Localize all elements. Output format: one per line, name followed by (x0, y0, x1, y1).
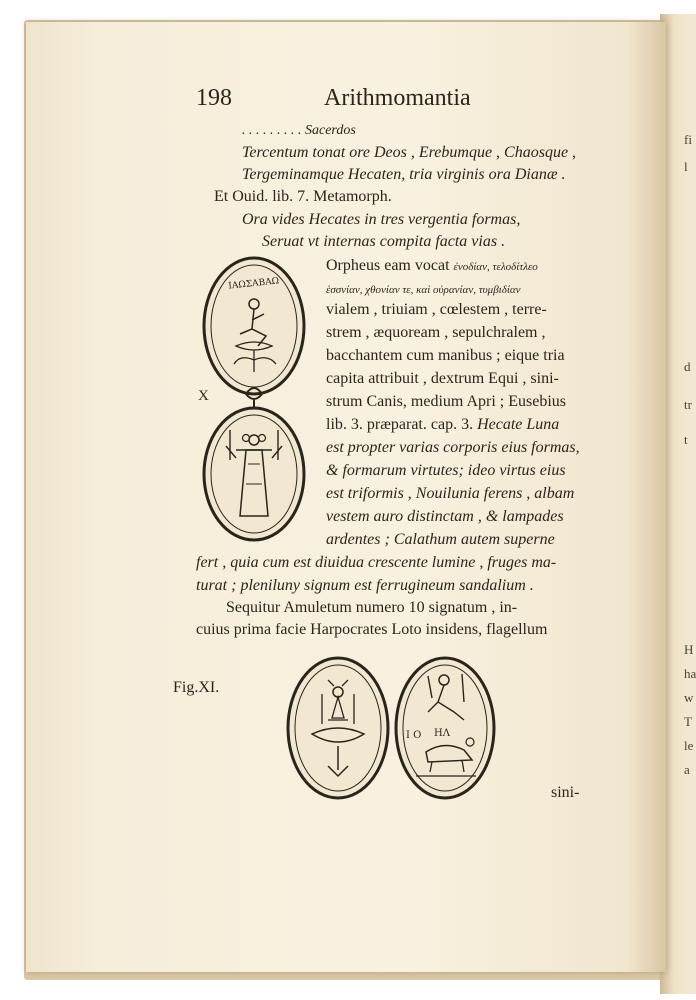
verse-line: Seruat vt internas compita facta vias . (262, 233, 506, 250)
body-line (326, 415, 559, 435)
body-line: strum Canis, medium Apri ; Eusebius (326, 393, 566, 410)
body-line: vestem auro distinctam , & lampades (326, 508, 564, 525)
gem-letters-left: I O (406, 730, 422, 741)
figure-label: Fig.XI. (173, 679, 220, 696)
fragment: ha (684, 666, 696, 681)
greek-text: ἑσσνίαν, χθονίαν τε, καὶ οὐρανίαν, τυμβιδίαν (326, 284, 521, 296)
body-line: fert , quia cum est diuidua crescente lumine , fruges ma- (196, 554, 557, 571)
body-line: strem , æquoream , sepulchralem , (326, 324, 546, 341)
verse-line: . . . . . . . . . Sacerdos (242, 123, 356, 138)
running-title: Arithmomantia (324, 85, 471, 111)
fragment: fi (684, 132, 692, 147)
body-line-roman: lib. 3. præparat. cap. 3. (326, 416, 474, 433)
body-line: turat ; pleniluny signum est ferrugineum sandalium . (196, 577, 534, 594)
gem-mark: X (198, 388, 209, 404)
body-line: ardentes ; Calathum autem superne (326, 531, 555, 548)
hecate-amulet-figure (196, 254, 312, 546)
body-line: vialem , triuiam , cœlestem , terre- (326, 301, 547, 318)
body-line-roman: Orpheus eam vocat (326, 257, 450, 274)
fragment: d (684, 359, 691, 374)
fragment: w (684, 690, 694, 705)
fragment: t (684, 432, 688, 447)
body-line (326, 256, 538, 277)
body-line: bacchantem cum manibus ; eique tria (326, 347, 565, 364)
catchword: sini- (551, 784, 580, 801)
gem-inscription: ΙΑΩΣΑΒΑΩ (227, 276, 280, 292)
fragment: le (684, 738, 694, 753)
body-line: cuius prima facie Harpocrates Loto insidens, flagellum (196, 621, 548, 638)
body-line-italic: Hecate Luna (477, 416, 560, 433)
citation: Et Ouid. lib. 7. Metamorph. (214, 188, 392, 205)
fragment: a (684, 762, 690, 777)
page-number: 198 (196, 85, 232, 111)
fragment: T (684, 714, 692, 729)
verse-line: Tergeminamque Hecaten, tria virginis ora Dianæ . (242, 166, 566, 183)
body-line: & formarum virtutes; ideo virtus eius (326, 462, 566, 479)
harpocrates-gem-right (392, 654, 498, 802)
body-line: est propter varias corporis eius formas, (326, 439, 580, 456)
harpocrates-gem-left (284, 654, 392, 802)
body-line: Sequitur Amuletum numero 10 signatum , in- (226, 599, 518, 616)
gem-letters-center: ΗΛ (434, 728, 450, 739)
verse-line: Tercentum tonat ore Deos , Erebumque , Chaosque , (242, 144, 577, 161)
fragment: l (684, 159, 688, 174)
body-line: est triformis , Nouilunia ferens , albam (326, 485, 575, 502)
greek-text: ἐνοδίαν, τελοδίτλεο (453, 261, 538, 273)
fragment: H (684, 642, 694, 657)
fragment: tr (684, 397, 692, 412)
body-line: capita attribuit , dextrum Equi , sini- (326, 370, 559, 387)
verse-line: Ora vides Hecates in tres vergentia formas, (242, 211, 521, 228)
